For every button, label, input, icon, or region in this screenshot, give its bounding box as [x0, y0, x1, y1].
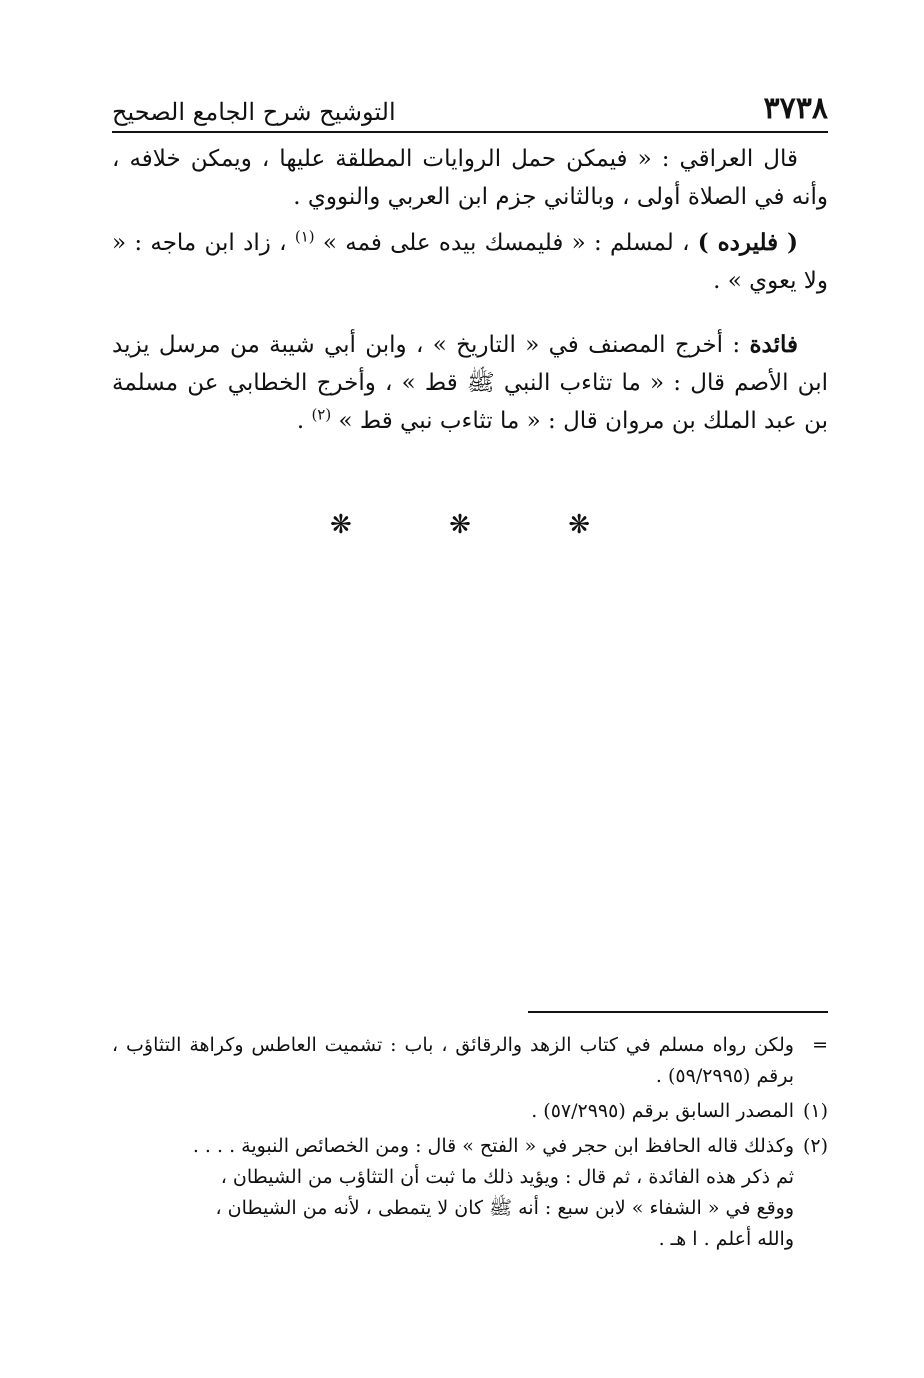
- paragraph-faida: [112, 326, 828, 440]
- asterism-icon: ❋: [330, 510, 352, 540]
- page-header: [112, 82, 828, 124]
- footnote-ref-1: (١): [294, 227, 315, 246]
- footnote-marker: =: [812, 1034, 828, 1056]
- footnote-text: [112, 1131, 794, 1255]
- faida-label: فائدة: [749, 331, 798, 358]
- header-rule: [112, 131, 828, 133]
- footnote-text: المصدر السابق برقم (٥٧/٢٩٩٥) .: [531, 1100, 794, 1122]
- main-text: [112, 140, 828, 440]
- footnotes: [112, 1030, 828, 1259]
- footnote-text: ولكن رواه مسلم في كتاب الزهد والرقائق ، باب : تشميت العاطس وكراهة التثاؤب ، برقم (٥٩/٢٩٩٥) .: [112, 1034, 794, 1087]
- footnote-continuation: [112, 1030, 828, 1092]
- paragraph-text: ، لمسلم : « فليمسك بيده على فمه »: [322, 230, 690, 256]
- footnote-line: وكذلك قاله الحافظ ابن حجر في « الفتح » قال : ومن الخصائص النبوية . . . .: [192, 1135, 794, 1157]
- section-divider: [330, 510, 590, 540]
- footnote-line: والله أعلم . ا هـ .: [658, 1228, 794, 1250]
- asterism-icon: ❋: [449, 510, 471, 540]
- paragraph-iraqi: قال العراقي : « فيمكن حمل الروايات المطلقة عليها ، ويمكن خلافه ، وأنه في الصلاة أولى ، وبالثاني جزم ابن العربي والنووي .: [112, 146, 828, 210]
- footnote-ref-2: (٢): [311, 405, 332, 424]
- paragraph-text: ، زاد ابن ماجه : « ولا يعوي » .: [112, 230, 828, 294]
- footnote-line: ثم ذكر هذه الفائدة ، ثم قال : ويؤيد ذلك ما ثبت أن التثاؤب من الشيطان ،: [220, 1166, 794, 1188]
- footnote-1: [112, 1096, 828, 1127]
- paragraph-text: : أخرج المصنف في « التاريخ » ، وابن أبي شيبة من مرسل يزيد ابن الأصم قال : « ما تثاءب النبي ﷺ قط » ، وأخرج الخطابي عن مسلمة بن عبد الملك بن مروان قال : « ما تثاءب نبي قط »: [112, 332, 828, 434]
- footnote-marker: (٢): [802, 1135, 828, 1157]
- paragraph-falyarudduh: [112, 224, 828, 300]
- footnote-line: ووقع في « الشفاء » لابن سبع : أنه ﷺ كان لا يتمطى ، لأنه من الشيطان ،: [215, 1197, 794, 1219]
- running-title: التوشيح شرح الجامع الصحيح: [112, 98, 396, 126]
- footnote-2: [112, 1131, 828, 1255]
- page-number: ٣٧٣٨: [763, 91, 828, 126]
- footnote-rule: [528, 1011, 828, 1013]
- asterism-icon: ❋: [568, 510, 590, 540]
- paragraph-text: .: [296, 408, 305, 434]
- lemma-heading: ( فليرده ): [697, 229, 799, 256]
- footnote-marker: (١): [802, 1100, 828, 1122]
